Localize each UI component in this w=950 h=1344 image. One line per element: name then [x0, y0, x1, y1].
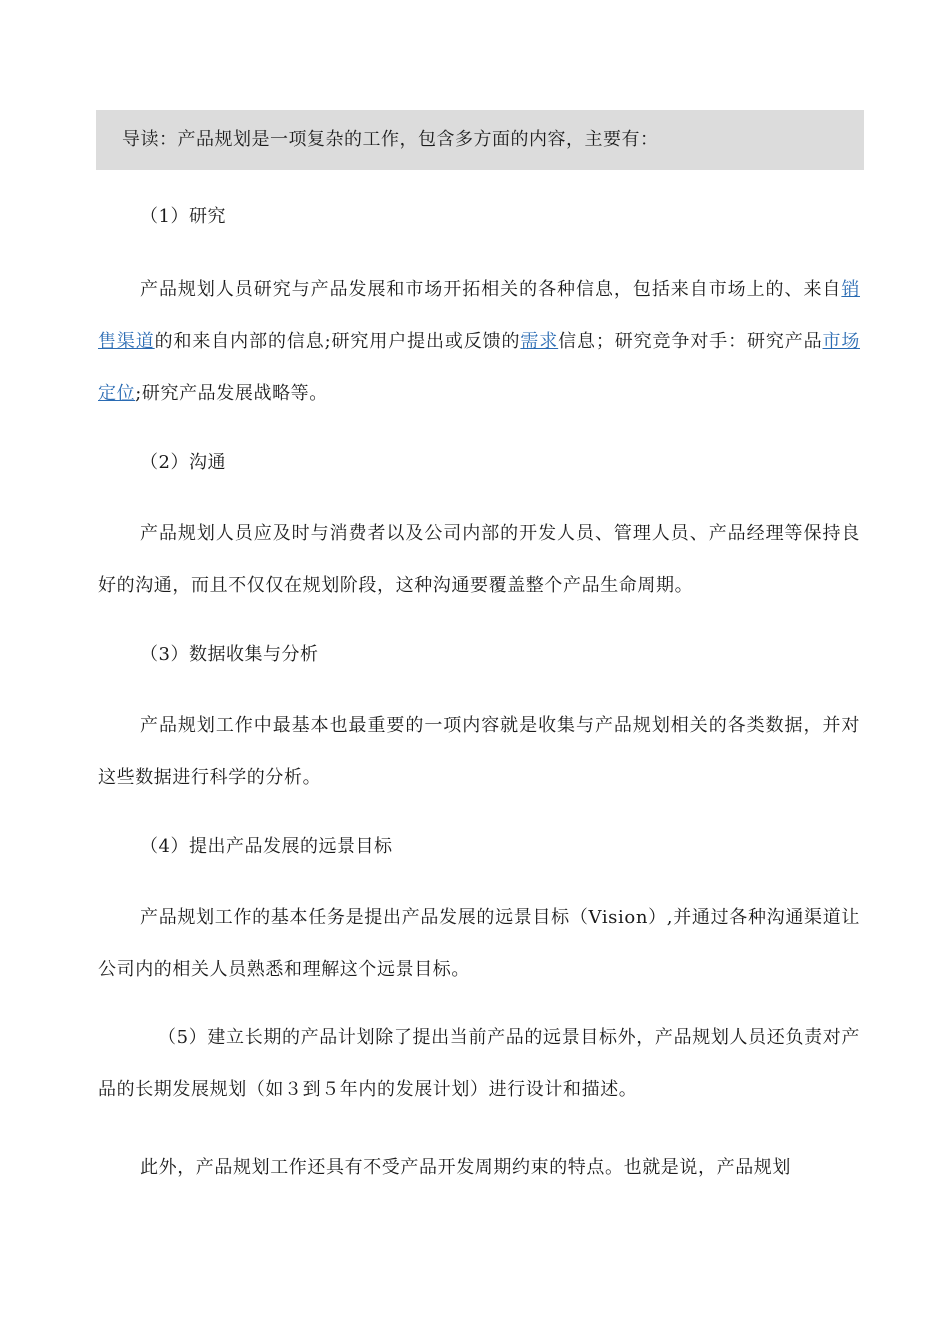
section-1-text-c: 信息；研究竞争对手：研究产品 — [558, 331, 823, 352]
link-demand[interactable]: 需求 — [520, 331, 559, 352]
section-3-heading: （3）数据收集与分析 — [140, 644, 319, 665]
closing-paragraph: 此外，产品规划工作还具有不受产品开发周期约束的特点。也就是说，产品规划 — [140, 1157, 791, 1178]
section-1-paragraph — [98, 264, 860, 420]
section-4-paragraph: 产品规划工作的基本任务是提出产品发展的远景目标（Vision）,并通过各种沟通渠道让公司内的相关人员熟悉和理解这个远景目标。 — [98, 907, 860, 980]
section-4-heading: （4）提出产品发展的远景目标 — [140, 836, 393, 857]
section-2-heading: （2）沟通 — [140, 452, 226, 473]
section-3-paragraph: 产品规划工作中最基本也最重要的一项内容就是收集与产品规划相关的各类数据，并对这些数据进行科学的分析。 — [98, 715, 860, 788]
section-1-text-d: ;研究产品发展战略等。 — [135, 383, 328, 404]
intro-banner — [96, 110, 864, 170]
section-5-paragraph: （5）建立长期的产品计划除了提出当前产品的远景目标外，产品规划人员还负责对产品的长期发展规划（如３到５年内的发展计划）进行设计和描述。 — [98, 1027, 860, 1100]
link-sales-channel[interactable]: 销售渠道 — [98, 279, 860, 352]
section-1-text-a: 产品规划人员研究与产品发展和市场开拓相关的各种信息，包括来自市场上的、来自 — [140, 279, 842, 300]
section-1-text-b: 的和来自内部的信息;研究用户提出或反馈的 — [154, 331, 521, 352]
link-market-positioning[interactable]: 市场定位 — [98, 331, 860, 404]
section-1-heading: （1）研究 — [140, 206, 226, 227]
section-2-paragraph: 产品规划人员应及时与消费者以及公司内部的开发人员、管理人员、产品经理等保持良好的沟通，而且不仅仅在规划阶段，这种沟通要覆盖整个产品生命周期。 — [98, 523, 860, 596]
intro-text: 导读：产品规划是一项复杂的工作，包含多方面的内容，主要有： — [122, 129, 659, 150]
